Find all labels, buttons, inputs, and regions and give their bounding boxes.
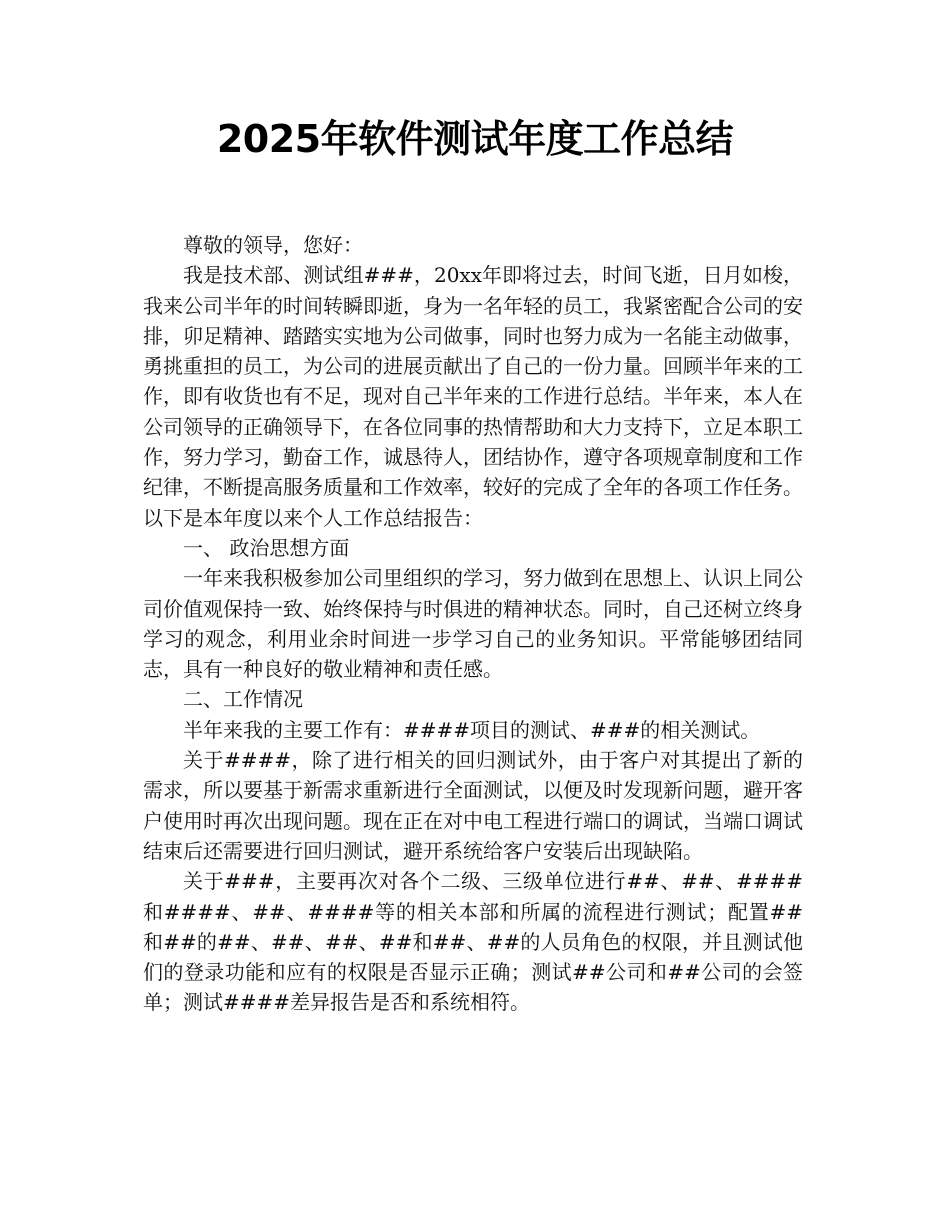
work-summary-paragraph: 半年来我的主要工作有：####项目的测试、###的相关测试。 [183, 717, 761, 742]
section-heading-political: 一、 政治思想方面 [183, 535, 350, 560]
document-body [143, 230, 803, 1018]
intro-paragraph: 我是技术部、测试组###，20xx年即将过去，时间飞逝，日月如梭，我来公司半年的时间转瞬即逝，身为一名年轻的员工，我紧密配合公司的安排，卯足精神、踏踏实实地为公司做事，同时也努力成为一名能主动做事，勇挑重担的员工，为公司的进展贡献出了自己的一份力量。回顾半年来的工作，即有收货也有不足，现对自己半年来的工作进行总结。半年来，本人在公司领导的正确领导下，在各位同事的热情帮助和大力支持下，立足本职工作，努力学习，勤奋工作，诚恳待人，团结协作，遵守各项规章制度和工作纪律，不断提高服务质量和工作效率，较好的完成了全年的各项工作任务。以下是本年度以来个人工作总结报告： [143, 263, 803, 530]
greeting-paragraph: 尊敬的领导，您好： [183, 233, 363, 257]
work-project-a-paragraph: 关于####，除了进行相关的回归测试外，由于客户对其提出了新的需求，所以要基于新需求重新进行全面测试，以便及时发现新问题，避开客户使用时再次出现问题。现在正在对中电工程进行端口的调试，当端口调试结束后还需要进行回归测试，避开系统给客户安装后出现缺陷。 [143, 748, 803, 863]
document-title: 2025年软件测试年度工作总结 [216, 117, 734, 161]
political-paragraph: 一年来我积极参加公司里组织的学习，努力做到在思想上、认识上同公司价值观保持一致、始终保持与时俱进的精神状态。同时，自己还树立终身学习的观念，利用业余时间进一步学习自己的业务知识。平常能够团结同志，具有一种良好的敬业精神和责任感。 [143, 566, 803, 682]
section-heading-work: 二、工作情况 [183, 687, 303, 712]
work-project-b-paragraph: 关于###，主要再次对各个二级、三级单位进行##、##、####和####、##、####等的相关本部和所属的流程进行测试；配置##和##的##、##、##、##和##、##的人员角色的权限，并且测试他们的登录功能和应有的权限是否显示正确；测试##公司和##公司的会签单；测试####差异报告是否和系统相符。 [143, 869, 803, 1015]
